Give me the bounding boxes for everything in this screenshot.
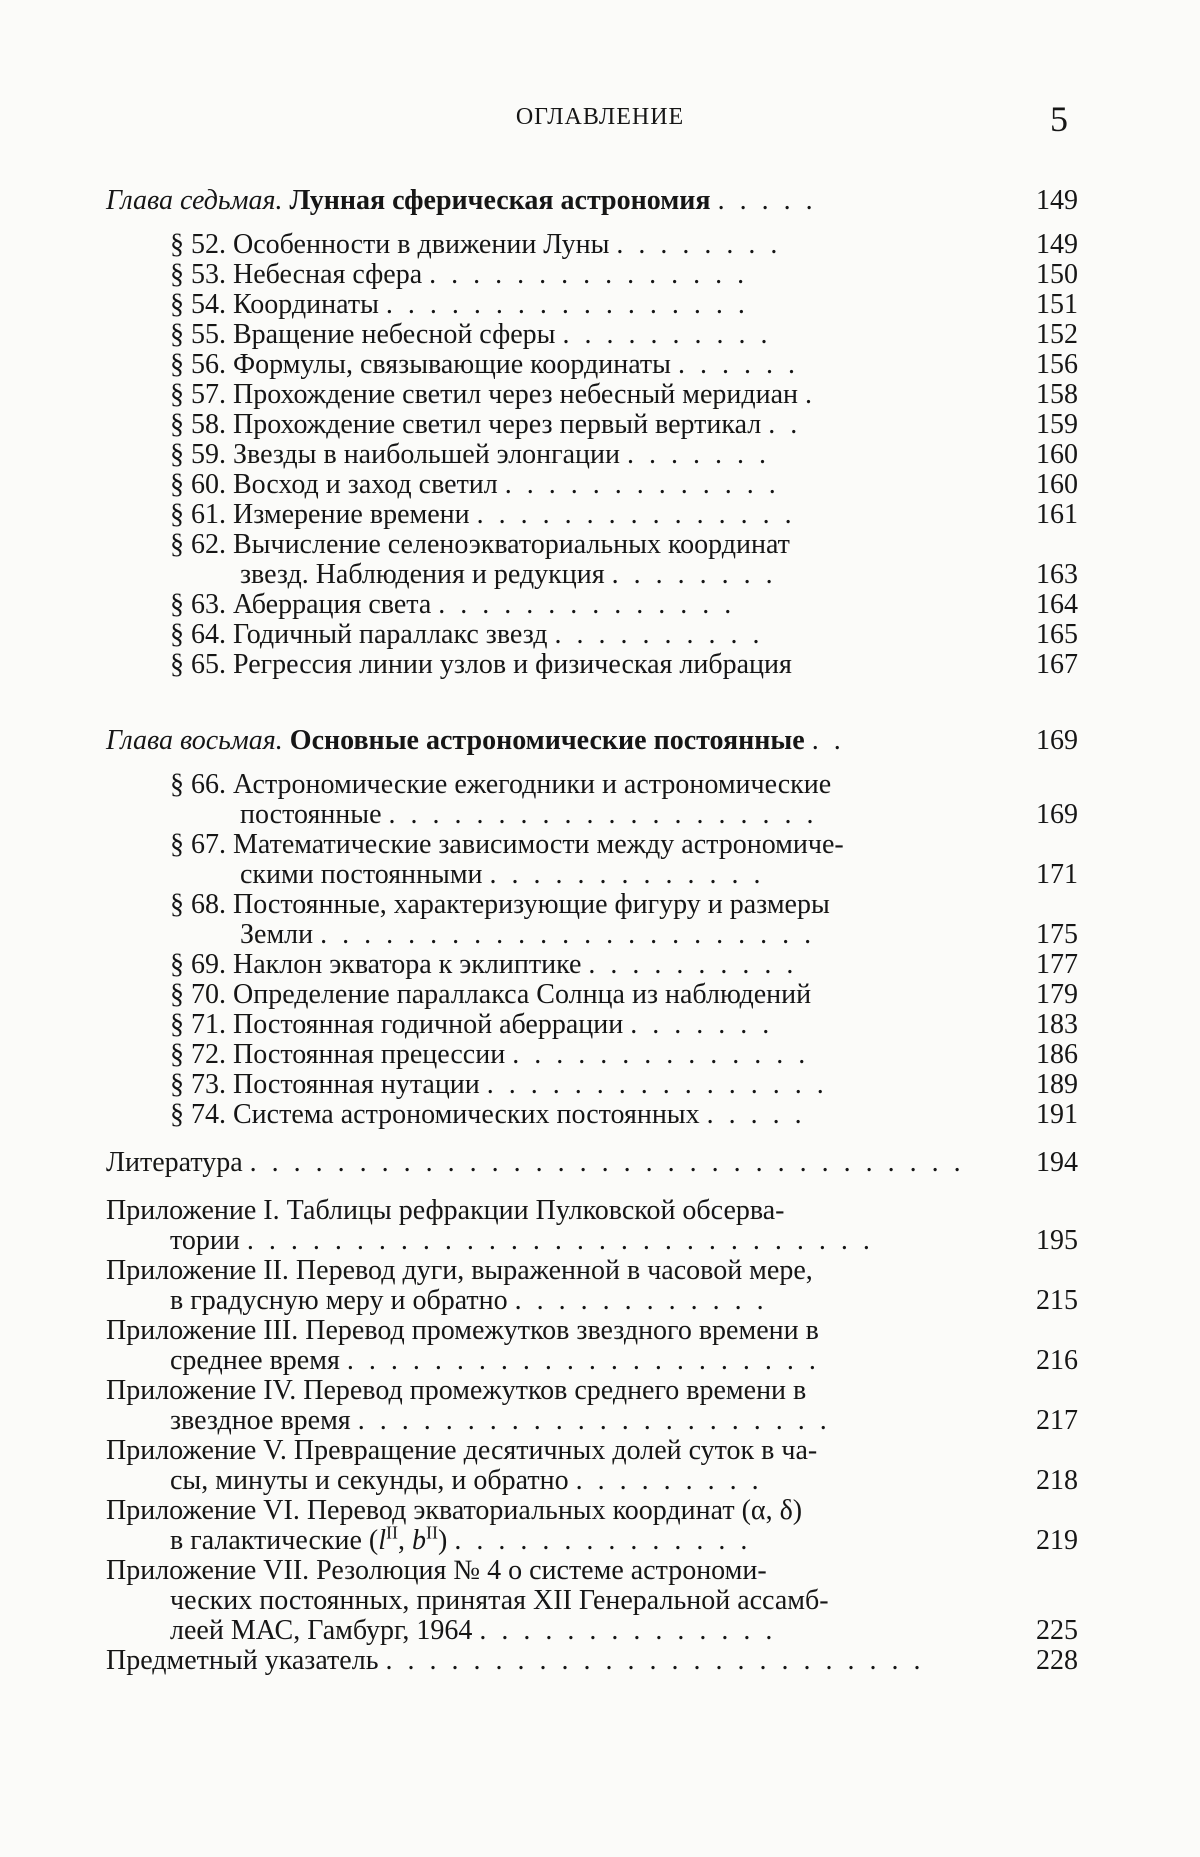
page-ref: 169 xyxy=(1036,725,1078,756)
section-number: § 68. xyxy=(170,889,226,920)
section-number: § 71. xyxy=(170,1009,226,1040)
galactic-b: b xyxy=(412,1525,426,1556)
page-header xyxy=(0,98,1200,138)
dot-leader: . . . . . . . . . . . . . . xyxy=(438,589,736,620)
dot-leader: . . . . . . . . . . . . . . . . . . . . . . . xyxy=(320,919,816,950)
dot-leader: . . . . . . . . . . . . . . . . . . . . . . . . . xyxy=(385,1645,925,1676)
dot-leader: . . . . . . . . xyxy=(616,229,782,260)
section-title: Наклон экватора к эклиптике xyxy=(233,949,582,980)
section-number: § 55. xyxy=(170,319,226,350)
section-70[interactable] xyxy=(106,980,1078,1010)
section-52[interactable] xyxy=(106,230,1078,260)
section-title: Вращение небесной сферы xyxy=(233,319,556,350)
chapter-8-entry[interactable] xyxy=(106,726,1078,756)
dot-leader: . . . . . . . . . . xyxy=(562,319,772,350)
appendix-title-cont: в градусную меру и обратно xyxy=(170,1285,508,1316)
section-60[interactable] xyxy=(106,470,1078,500)
dot-leader: . . . . . . . . . . . . . . . xyxy=(429,259,749,290)
section-53[interactable] xyxy=(106,260,1078,290)
section-number: § 58. xyxy=(170,409,226,440)
chapter-7-entry[interactable] xyxy=(106,186,1078,216)
page-ref: 217 xyxy=(1036,1405,1078,1436)
section-title-cont: звезд. Наблюдения и редукция xyxy=(240,559,605,590)
page-ref: 228 xyxy=(1036,1645,1078,1676)
section-number: § 54. xyxy=(170,289,226,320)
page-ref: 177 xyxy=(1036,949,1078,980)
section-67[interactable] xyxy=(106,830,1078,890)
running-title: ОГЛАВЛЕНИЕ xyxy=(515,104,685,130)
dot-leader: . . . . . . . . . . . . xyxy=(514,1285,768,1316)
section-title: Прохождение светил через небесный меридиан xyxy=(233,379,799,410)
page-ref: 156 xyxy=(1036,349,1078,380)
index-title: Предметный указатель xyxy=(106,1645,379,1676)
dot-leader: . . xyxy=(811,725,845,756)
page-ref: 160 xyxy=(1036,439,1078,470)
section-71[interactable] xyxy=(106,1010,1078,1040)
page-ref: 216 xyxy=(1036,1345,1078,1376)
chapter-label: Глава седьмая. xyxy=(106,185,283,216)
page-ref: 175 xyxy=(1036,919,1078,950)
dot-leader: . . . . . . . . . . xyxy=(554,619,764,650)
dot-leader: . . . . . . . . . . . . . . . xyxy=(476,499,796,530)
page-ref: 158 xyxy=(1036,379,1078,410)
dot-leader: . . . . . . . . . . . . . . . . . . . . . . . . . . . . . xyxy=(246,1225,874,1256)
section-title: Измерение времени xyxy=(233,499,470,530)
dot-leader: . . . . . . . . . . . . . . xyxy=(479,1615,777,1646)
galactic-l: l xyxy=(378,1525,386,1556)
page-ref: 215 xyxy=(1036,1285,1078,1316)
page-ref: 160 xyxy=(1036,469,1078,500)
section-title: Математические зависимости между астрономиче- xyxy=(233,829,844,860)
appendix-title-cont: среднее время xyxy=(170,1345,340,1376)
section-number: § 59. xyxy=(170,439,226,470)
section-title-cont: Земли xyxy=(240,919,314,950)
section-61[interactable] xyxy=(106,500,1078,530)
appendix-7[interactable] xyxy=(106,1556,1078,1646)
appendix-title: Приложение II. Перевод дуги, выраженной в часовой мере, xyxy=(106,1255,813,1286)
section-74[interactable] xyxy=(106,1100,1078,1130)
subject-index-entry[interactable] xyxy=(106,1646,1078,1676)
dot-leader: . . . . . . . . . . . . . . . . . . . . . . . . . . . . . . . . . xyxy=(249,1147,965,1178)
section-number: § 69. xyxy=(170,949,226,980)
page-ref: 149 xyxy=(1036,185,1078,216)
dot-leader: . . . . . . xyxy=(677,349,799,380)
appendix-1[interactable] xyxy=(106,1196,1078,1256)
section-title: Координаты xyxy=(233,289,379,320)
appendix-title: Приложение V. Превращение десятичных долей суток в ча- xyxy=(106,1435,818,1466)
section-title: Регрессия линии узлов и физическая либрация xyxy=(233,649,792,680)
dot-leader: . . . . . . . xyxy=(627,439,771,470)
section-title: Определение параллакса Солнца из наблюдений xyxy=(233,979,812,1010)
section-68[interactable] xyxy=(106,890,1078,950)
section-title: Постоянная прецессии xyxy=(233,1039,506,1070)
section-title: Вычисление селеноэкваториальных координат xyxy=(233,529,790,560)
dot-leader: . xyxy=(805,379,817,410)
section-title: Постоянные, характеризующие фигуру и размеры xyxy=(233,889,830,920)
appendix-4[interactable] xyxy=(106,1376,1078,1436)
chapter-title: Основные астрономические постоянные xyxy=(289,725,805,756)
section-62[interactable] xyxy=(106,530,1078,590)
section-title: Формулы, связывающие координаты xyxy=(233,349,671,380)
appendix-title-cont: в галактические ( xyxy=(170,1525,379,1556)
page-ref: 163 xyxy=(1036,559,1078,590)
appendix-title: Приложение IV. Перевод промежутков среднего времени в xyxy=(106,1375,807,1406)
section-number: § 62. xyxy=(170,529,226,560)
section-number: § 61. xyxy=(170,499,226,530)
dot-leader: . . . . . xyxy=(706,1099,806,1130)
dot-leader: . . . . . . . . . xyxy=(575,1465,763,1496)
page-number: 5 xyxy=(1050,99,1068,139)
section-69[interactable] xyxy=(106,950,1078,980)
appendix-3[interactable] xyxy=(106,1316,1078,1376)
section-number: § 67. xyxy=(170,829,226,860)
dot-leader: . . . . . . . . . . . . . . xyxy=(512,1039,810,1070)
appendix-title: Приложение VI. Перевод экваториальных координат (α, δ) xyxy=(106,1495,803,1526)
page-ref: 152 xyxy=(1036,319,1078,350)
page-ref: 159 xyxy=(1036,409,1078,440)
page-ref: 164 xyxy=(1036,589,1078,620)
dot-leader: . . xyxy=(768,409,802,440)
page-ref: 149 xyxy=(1036,229,1078,260)
section-number: § 52. xyxy=(170,229,226,260)
dot-leader: . . . . . . . . . . . . . xyxy=(489,859,765,890)
dot-leader: . . . . . . . . xyxy=(611,559,777,590)
page-ref: 194 xyxy=(1036,1147,1078,1178)
dot-leader: . . . . . . . . . . . . . . xyxy=(454,1525,752,1556)
page-ref: 150 xyxy=(1036,259,1078,290)
appendix-title: Приложение III. Перевод промежутков звездного времени в xyxy=(106,1315,819,1346)
dot-leader: . . . . . xyxy=(717,185,817,216)
section-number: § 74. xyxy=(170,1099,226,1130)
section-number: § 53. xyxy=(170,259,226,290)
dot-leader: . . . . . . . . . . . . . . . . . xyxy=(385,289,749,320)
section-72[interactable] xyxy=(106,1040,1078,1070)
section-number: § 63. xyxy=(170,589,226,620)
section-title-cont: скими постоянными xyxy=(240,859,483,890)
superscript: II xyxy=(386,1522,398,1543)
section-73[interactable] xyxy=(106,1070,1078,1100)
appendix-5[interactable] xyxy=(106,1436,1078,1496)
page-ref: 189 xyxy=(1036,1069,1078,1100)
section-number: § 70. xyxy=(170,979,226,1010)
section-59[interactable] xyxy=(106,440,1078,470)
literature-title: Литература xyxy=(106,1147,243,1178)
dot-leader: . . . . . . . . . . . . . . . . . . . . . . xyxy=(346,1345,820,1376)
page-ref: 186 xyxy=(1036,1039,1078,1070)
appendix-title-cont: ческих постоянных, принятая XII Генеральной ассамб- xyxy=(170,1585,829,1616)
section-title: Небесная сфера xyxy=(233,259,423,290)
dot-leader: . . . . . . . . . . xyxy=(588,949,798,980)
section-number: § 56. xyxy=(170,349,226,380)
section-title: Звезды в наибольшей элонгации xyxy=(233,439,621,470)
dot-leader: . . . . . . . xyxy=(630,1009,774,1040)
section-number: § 66. xyxy=(170,769,226,800)
section-number: § 73. xyxy=(170,1069,226,1100)
page-ref: 167 xyxy=(1036,649,1078,680)
chapter-label: Глава восьмая. xyxy=(106,725,283,756)
section-number: § 57. xyxy=(170,379,226,410)
section-56[interactable] xyxy=(106,350,1078,380)
section-title: Восход и заход светил xyxy=(233,469,498,500)
page-ref: 219 xyxy=(1036,1525,1078,1556)
page-ref: 169 xyxy=(1036,799,1078,830)
section-64[interactable] xyxy=(106,620,1078,650)
section-title: Прохождение светил через первый вертикал xyxy=(233,409,762,440)
section-title: Аберрация света xyxy=(233,589,432,620)
comma: , xyxy=(398,1525,412,1556)
appendix-title: Приложение I. Таблицы рефракции Пулковской обсерва- xyxy=(106,1195,785,1226)
page-ref: 225 xyxy=(1036,1615,1078,1646)
table-of-contents xyxy=(106,186,1078,1676)
page-ref: 191 xyxy=(1036,1099,1078,1130)
section-55[interactable] xyxy=(106,320,1078,350)
page-ref: 151 xyxy=(1036,289,1078,320)
appendix-title-cont: сы, минуты и секунды, и обратно xyxy=(170,1465,569,1496)
section-number: § 65. xyxy=(170,649,226,680)
appendix-title-cont: звездное время xyxy=(170,1405,351,1436)
section-title: Особенности в движении Луны xyxy=(233,229,610,260)
section-number: § 64. xyxy=(170,619,226,650)
close-paren: ) xyxy=(438,1525,448,1556)
section-number: § 60. xyxy=(170,469,226,500)
section-title: Постоянная годичной аберрации xyxy=(233,1009,624,1040)
section-number: § 72. xyxy=(170,1039,226,1070)
section-65[interactable] xyxy=(106,650,1078,680)
section-58[interactable] xyxy=(106,410,1078,440)
section-66[interactable] xyxy=(106,770,1078,830)
chapter-title: Лунная сферическая астрономия xyxy=(289,185,711,216)
section-63[interactable] xyxy=(106,590,1078,620)
appendix-6[interactable] xyxy=(106,1496,1078,1556)
section-57[interactable] xyxy=(106,380,1078,410)
section-title: Астрономические ежегодники и астрономические xyxy=(233,769,832,800)
appendix-2[interactable] xyxy=(106,1256,1078,1316)
section-54[interactable] xyxy=(106,290,1078,320)
appendix-title-cont: тории xyxy=(170,1225,240,1256)
section-title-cont: постоянные xyxy=(240,799,382,830)
appendix-title: Приложение VII. Резолюция № 4 о системе астрономи- xyxy=(106,1555,767,1586)
page-ref: 183 xyxy=(1036,1009,1078,1040)
appendix-title-cont: леей МАС, Гамбург, 1964 xyxy=(170,1615,473,1646)
dot-leader: . . . . . . . . . . . . . . . . . . . . xyxy=(388,799,818,830)
dot-leader: . . . . . . . . . . . . . xyxy=(504,469,780,500)
page-ref: 179 xyxy=(1036,979,1078,1010)
page-ref: 195 xyxy=(1036,1225,1078,1256)
page-ref: 165 xyxy=(1036,619,1078,650)
dot-leader: . . . . . . . . . . . . . . . . . . . . . . xyxy=(357,1405,831,1436)
section-title: Система астрономических постоянных xyxy=(233,1099,700,1130)
section-title: Годичный параллакс звезд xyxy=(233,619,548,650)
page-ref: 171 xyxy=(1036,859,1078,890)
page-ref: 218 xyxy=(1036,1465,1078,1496)
page-ref: 161 xyxy=(1036,499,1078,530)
literature-entry[interactable] xyxy=(106,1148,1078,1178)
dot-leader: . . . . . . . . . . . . . . . . xyxy=(486,1069,828,1100)
section-title: Постоянная нутации xyxy=(233,1069,480,1100)
superscript: II xyxy=(426,1522,438,1543)
